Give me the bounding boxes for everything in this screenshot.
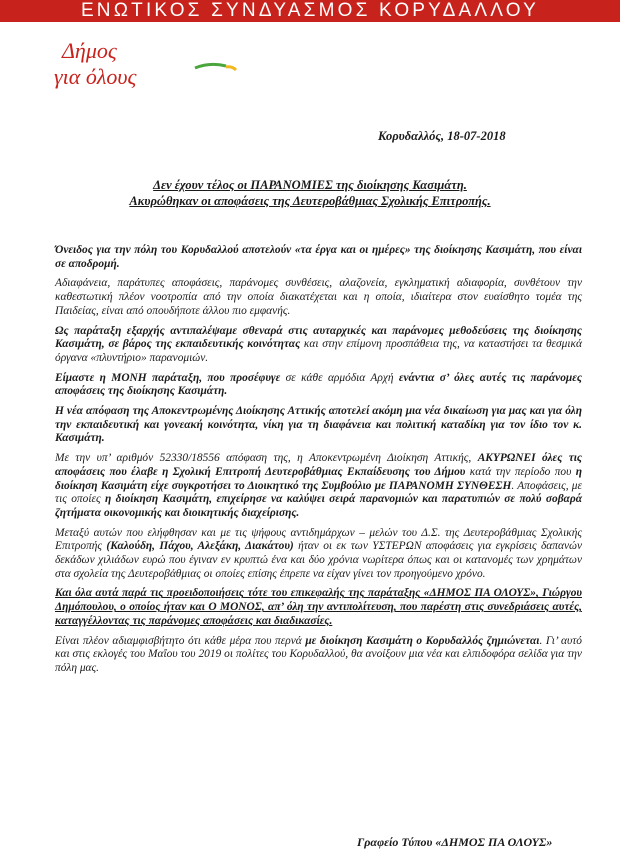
paragraph-6-c: κατά την περίοδο που [465,465,576,478]
paragraph-6-b: ΑΚΥΡΩΝΕΙ όλες τις αποφάσεις που έλαβε η Σχολική Επιτροπή Δευτεροβάθμιας Εκπαίδευσης του Δήμου [55,452,582,478]
paragraph-4-mid: σε κάθε αρμόδια Αρχή [280,371,399,384]
paragraph-9-a: Είναι πλέον αδιαμφισβήτητο ότι κάθε μέρα που περνά [55,634,306,647]
paragraph-5: Η νέα απόφαση της Αποκεντρωμένης Διοίκησης Αττικής αποτελεί ακόμη μια νέα δικαίωση για μας και για όλη την εκπαιδευτική και γονεακή κοινότητα, νίκη για τη διαφάνεια και πολιτική καταδίκη για τον ίδιο τον κ. Κασιμάτη. [55,405,582,445]
headline-line-2: Ακυρώθηκαν οι αποφάσεις της Δευτεροβάθμιας Σχολικής Επιτροπής. [129,194,491,208]
paragraph-9-b: με διοίκηση Κασιμάτη ο Κορυδαλλός ζημιώνεται [305,634,540,647]
paragraph-1: Όνειδος για την πόλη του Κορυδαλλού αποτελούν «τα έργα και οι ημέρες» της διοίκησης Κασιμάτη, που είναι σε αποδρομή. [55,244,582,270]
article-body [55,244,582,682]
logo-yellow-swoosh [226,67,236,70]
logo-line2: για όλους [54,64,137,89]
headline [70,177,550,209]
paragraph-3-rest: και στην επίμονη προσπάθεια της, να καταστήσει τα θεσμικά όργανα «πλυντήριο» παρανομιών. [55,338,582,364]
paragraph-6-d: η διοίκηση Κασιμάτη είχε συγκροτήσει το Διοικητικό της Συμβούλιο με ΠΑΡΑΝΟΜΗ ΣΥΝΘΕΣΗ [55,465,582,492]
paragraph-6-a: Με την υπ’ αριθμόν 52330/18556 απόφαση της, η Αποκεντρωμένη Διοίκηση Αττικής, [55,452,478,465]
paragraph-3-bold: Ως παράταξη εξαρχής αντιπαλέψαμε σθεναρά στις αυταρχικές και παράνομες μεθοδεύσεις της διοίκησης Κασιμάτη, σε βάρος της εκπαιδευτικής κοινότητας [55,324,582,351]
paragraph-9 [55,635,582,676]
paragraph-7 [55,527,582,582]
paragraph-9-c: . Γι’ αυτό και στις εκλογές του Μαΐου του 2019 οι πολίτες του Κορυδαλλού, θα ανοίξουν μια νέα και ελπιδοφόρα σελίδα για την πόλη μας. [55,634,582,674]
header-banner: ΕΝΩΤΙΚΟΣ ΣΥΝΔΥΑΣΜΟΣ ΚΟΡΥΔΑΛΛΟΥ [0,0,620,22]
headline-line-1: Δεν έχουν τέλος οι ΠΑΡΑΝΟΜΙΕΣ της διοίκησης Κασιμάτη. [153,178,467,192]
paragraph-7-a: Μεταξύ αυτών που ελήφθησαν και με τις ψήφους αντιδημάρχων – μελών του Δ.Σ. της Δευτεροβάθμιας Σχολικής Επιτροπής [55,526,582,553]
press-release-date: Κορυδαλλός, 18-07-2018 [378,129,506,143]
paragraph-3 [55,325,582,366]
paragraph-4-end: ενάντια σ’ όλες αυτές τις παράνομες αποφάσεις της διοίκησης Κασιμάτη. [55,371,582,398]
paragraph-4-bold: Είμαστε η ΜΟΝΗ παράταξη, που προσέφυγε [55,371,281,384]
logo-green-swoosh [195,64,226,68]
paragraph-7-c: ήταν οι εκ των ΥΣΤΕΡΩΝ αποφάσεις για εγκρίσεις δαπανών δεκάδων χιλιάδων ευρώ που έγιναν εν κρυπτώ ένα και δύο χρόνια νωρίτερα όπως και οι κατανομές των χρημάτων στα σχολεία της Δευτεροβάθμιας οι οποίες επίσης έπρεπε να είχαν γίνει τον προηγούμενο χρόνο. [55,540,582,580]
signature: Γραφείο Τύπου «ΔΗΜΟΣ ΠΑ ΟΛΟΥΣ» [357,835,553,849]
paragraph-6-f: η διοίκηση Κασιμάτη, επιχείρησε να καλύψει σειρά παρανομιών και παρατυπιών σε πολύ σοβαρά ζητήματα οικονομικής και διοικητικής διαχείρισης. [55,493,582,519]
paragraph-7-names: (Καλούδη, Πάχου, Αλεξάκη, Διακάτου) [106,540,294,553]
paragraph-6 [55,452,582,521]
logo-line1: Δήμος [62,38,117,63]
paragraph-8: Και όλα αυτά παρά τις προειδοποιήσεις τότε του επικεφαλής της παράταξης «ΔΗΜΟΣ ΠΑ ΟΛΟΥΣ», Γιώργου Δημόπουλου, ο οποίος ήταν και Ο ΜΟΝΟΣ, απ’ όλη την αντιπολίτευση, που παρέστη στις συνεδριάσεις αυτές, καταγγέλλοντας τις παράνομες αποφάσεις και διαδικασίες. [55,587,582,627]
paragraph-2: Αδιαφάνεια, παράτυπες αποφάσεις, παράνομες συνθέσεις, αλαζονεία, εγκληματική αδιαφορία, συνθέτουν την καθεστωτική πλέον νοοτροπία από την οποία διακατέχεται και η οποία, ιδιαίτερα στον ευαίσθητο τομέα της Παιδείας, είναι από οπουδήποτε άλλου πιο εμφανής. [55,277,582,317]
paragraph-6-e: . Αποφάσεις, με τις οποίες [55,479,582,506]
dimos-gia-olous-logo [50,36,250,96]
paragraph-4 [55,372,582,399]
